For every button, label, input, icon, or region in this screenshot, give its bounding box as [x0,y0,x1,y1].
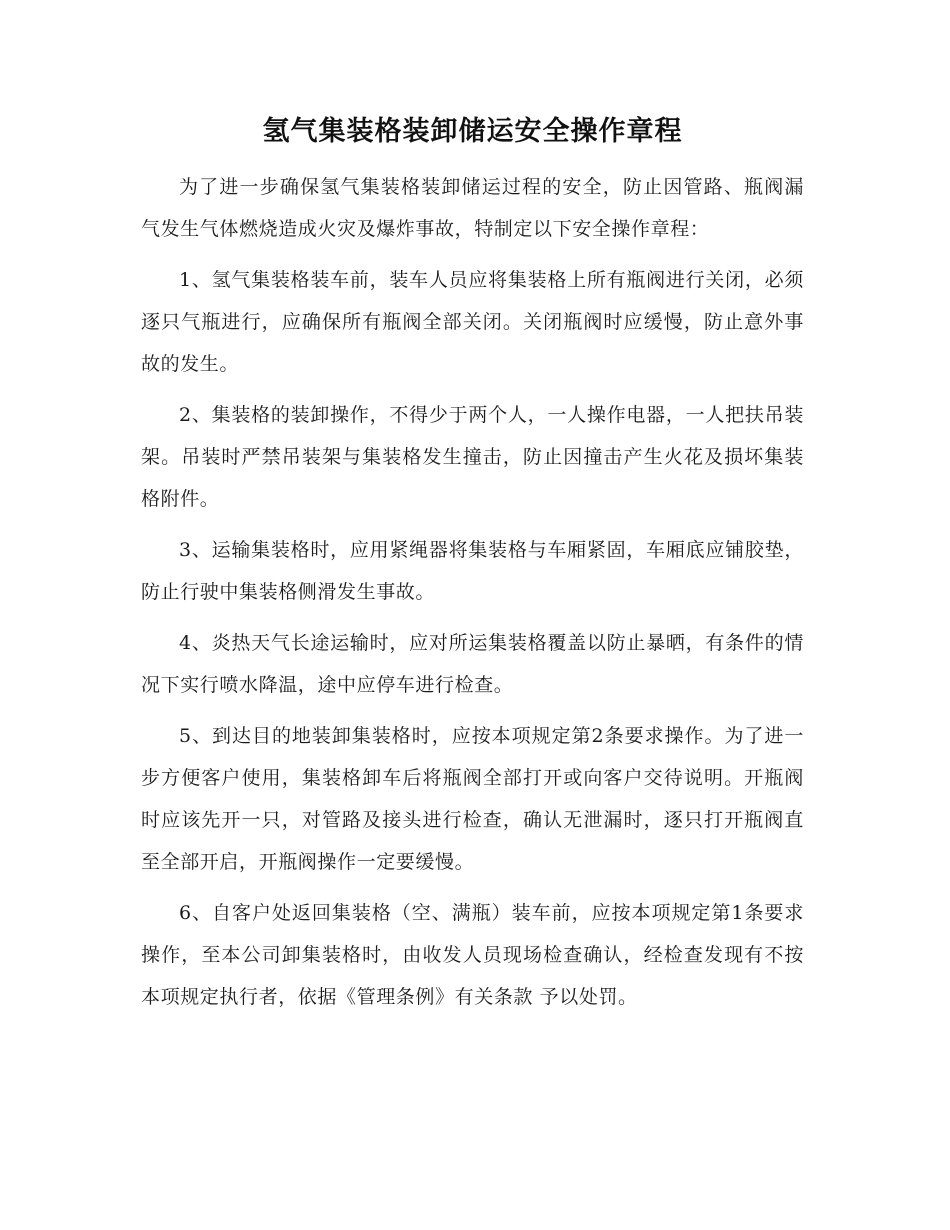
rule-item-4: 4、炎热天气长途运输时，应对所运集装格覆盖以防止暴晒，有条件的情况下实行喷水降温，途中应停车进行检查。 [141,632,804,696]
intro-paragraph: 为了进一步确保氢气集装格装卸储运过程的安全，防止因管路、瓶阀漏气发生气体燃烧造成火灾及爆炸事故，特制定以下安全操作章程： [141,176,804,240]
rule-item-3: 3、运输集装格时，应用紧绳器将集装格与车厢紧固，车厢底应铺胶垫，防止行驶中集装格侧滑发生事故。 [141,539,804,603]
rule-item-6: 6、自客户处返回集装格（空、满瓶）装车前，应按本项规定第1条要求操作，至本公司卸集装格时，由收发人员现场检查确认，经检查发现有不按本项规定执行者，依据《管理条例》有关条款 予以处罚。 [141,902,804,1008]
document-title: 氢气集装格装卸储运安全操作章程 [262,116,683,147]
rule-item-5: 5、到达目的地装卸集装格时，应按本项规定第2条要求操作。为了进一步方便客户使用，集装格卸车后将瓶阀全部打开或向客户交待说明。开瓶阀时应该先开一只，对管路及接头进行检查，确认无泄漏时，逐只打开瓶阀直至全部开启，开瓶阀操作一定要缓慢。 [141,725,804,873]
rule-item-1: 1、氢气集装格装车前，装车人员应将集装格上所有瓶阀进行关闭，必须逐只气瓶进行，应确保所有瓶阀全部关闭。关闭瓶阀时应缓慢，防止意外事故的发生。 [141,269,804,375]
rule-item-2: 2、集装格的装卸操作，不得少于两个人，一人操作电器，一人把扶吊装架。吊装时严禁吊装架与集装格发生撞击，防止因撞击产生火花及损坏集装格附件。 [141,404,804,510]
